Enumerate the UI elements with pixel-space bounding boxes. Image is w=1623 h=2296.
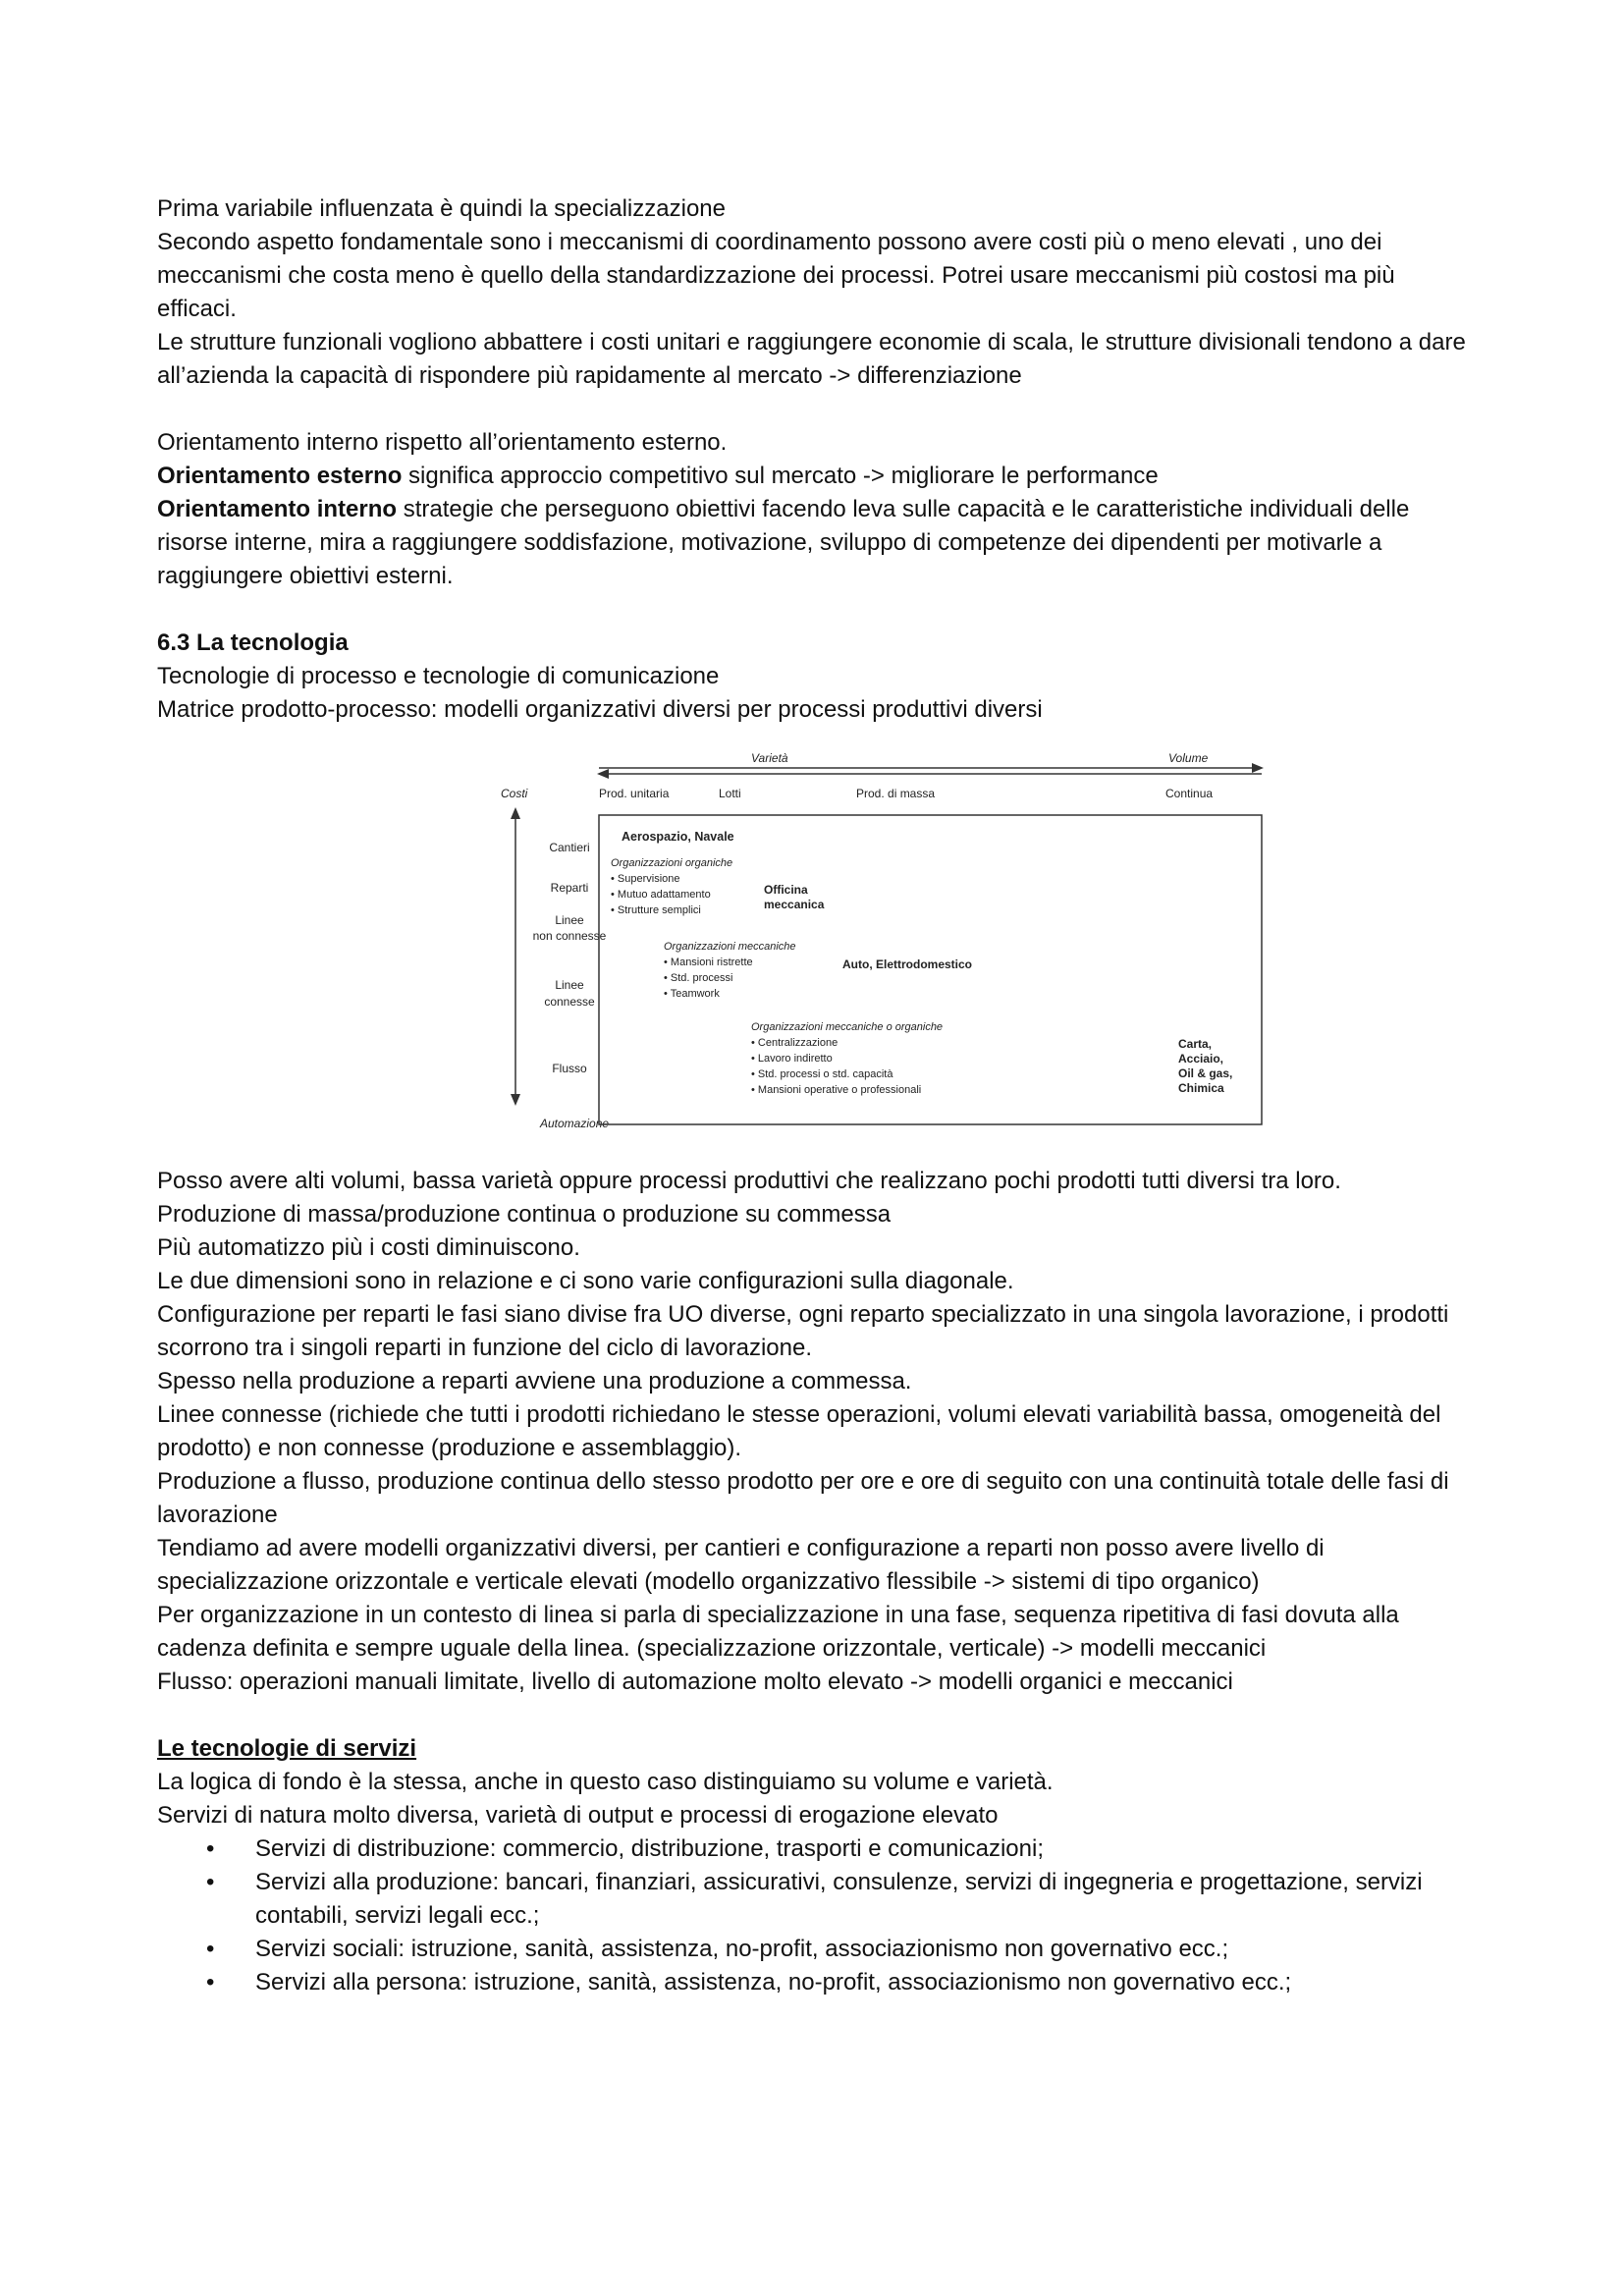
costs-label: Costi (501, 787, 528, 800)
left-arrowhead (597, 769, 609, 779)
section-heading: Le tecnologie di servizi (157, 1735, 417, 1762)
paragraph: Posso avere alti volumi, bassa varietà oppure processi produttivi che realizzano pochi prodotti tutti diversi tra loro. (157, 1168, 1341, 1194)
section-heading: 6.3 La tecnologia (157, 629, 349, 656)
auto-label: Auto, Elettrodomestico (842, 957, 973, 971)
definition-text: strategie che perseguono obiettivi facendo leva sulle capacità e le caratteristiche individuali delle risorse interne, mira a raggiungere soddisfazione, motivazione, sviluppo di competenze dei dipendenti per motivarle a raggiungere obiettivi esterni. (157, 496, 1410, 589)
industry-label: Oil & gas, (1178, 1066, 1233, 1080)
paragraph-internal (157, 493, 1473, 593)
column-label: Prod. di massa (856, 787, 936, 800)
row-label: Cantieri (549, 841, 590, 854)
volume-label: Volume (1168, 751, 1209, 765)
column-label: Prod. unitaria (599, 787, 670, 800)
paragraph: Spesso nella produzione a reparti avviene una produzione a commessa. (157, 1368, 912, 1394)
column-label: Lotti (719, 787, 741, 800)
industry-label: Chimica (1178, 1081, 1224, 1095)
automation-label: Automazione (540, 1117, 610, 1130)
product-process-matrix-figure (157, 735, 1473, 1157)
paragraph: Flusso: operazioni manuali limitate, livello di automazione molto elevato -> modelli organici e meccanici (157, 1668, 1233, 1695)
row-label: connesse (544, 995, 595, 1009)
variety-label: Varietà (751, 751, 788, 765)
matrix-diagram (491, 735, 1276, 1147)
row-label: Linee (555, 913, 584, 927)
document-page (157, 192, 1473, 1999)
paragraph: Servizi di natura molto diversa, varietà di output e processi di erogazione elevato (157, 1802, 999, 1829)
block-item: • Centralizzazione (751, 1037, 839, 1049)
paragraph-external (157, 460, 1473, 493)
block-item: • Std. processi o std. capacità (751, 1068, 893, 1080)
block-item: • Supervisione (611, 873, 680, 885)
row-label: Linee (555, 978, 584, 992)
row-label: Reparti (550, 881, 589, 895)
paragraph: Produzione di massa/produzione continua o produzione su commessa (157, 1201, 892, 1228)
block-title: Aerospazio, Navale (622, 830, 734, 844)
definition-text: significa approccio competitivo sul mercato -> migliorare le performance (402, 463, 1159, 489)
industry-label: Carta, (1178, 1037, 1213, 1051)
list-item: • Servizi alla produzione: bancari, finanziari, assicurativi, consulenze, servizi di ingegneria e progettazione, servizi contabili, servizi legali ecc.; (157, 1866, 1473, 1933)
officina-label: Officina (764, 883, 808, 897)
paragraph: Tecnologie di processo e tecnologie di comunicazione (157, 663, 720, 689)
block-item: • Mutuo adattamento (611, 889, 711, 901)
paragraph: La logica di fondo è la stessa, anche in questo caso distinguiamo su volume e varietà. (157, 1769, 1054, 1795)
column-label: Continua (1165, 787, 1214, 800)
paragraph: Le due dimensioni sono in relazione e ci sono varie configurazioni sulla diagonale. (157, 1268, 1014, 1294)
industry-label: Acciaio, (1178, 1052, 1224, 1066)
block-item: • Strutture semplici (611, 904, 701, 916)
block-item: • Std. processi (664, 972, 733, 984)
block-subtitle: Organizzazioni organiche (611, 857, 733, 869)
officina-label: meccanica (764, 898, 825, 911)
block-item: • Mansioni operative o professionali (751, 1084, 922, 1096)
list-item: • Servizi sociali: istruzione, sanità, assistenza, no-profit, associazionismo non governativo ecc.; (157, 1933, 1473, 1966)
bold-term: Orientamento interno (157, 496, 398, 522)
paragraph: Configurazione per reparti le fasi siano divise fra UO diverse, ogni reparto specializzato in una singola lavorazione, i prodotti scorrono tra i singoli reparti in funzione del ciclo di lavorazione. (157, 1301, 1449, 1361)
list-item: • Servizi di distribuzione: commercio, distribuzione, trasporti e comunicazioni; (157, 1832, 1473, 1866)
up-arrowhead (511, 807, 520, 819)
list-item: • Servizi alla persona: istruzione, sanità, assistenza, no-profit, associazionismo non governativo ecc.; (157, 1966, 1473, 1999)
row-label: non connesse (532, 929, 607, 943)
paragraph: Matrice prodotto-processo: modelli organizzativi diversi per processi produttivi diversi (157, 696, 1043, 723)
services-list (157, 1832, 1473, 1999)
paragraph: Le strutture funzionali vogliono abbattere i costi unitari e raggiungere economie di scala, le strutture divisionali tendono a dare all’azienda la capacità di rispondere più rapidamente al mercato -> differenziazione (157, 329, 1466, 389)
down-arrowhead (511, 1094, 520, 1106)
bold-term: Orientamento esterno (157, 463, 403, 489)
block-item: • Lavoro indiretto (751, 1053, 833, 1065)
block-item: • Teamwork (664, 988, 720, 1000)
paragraph: Prima variabile influenzata è quindi la specializzazione (157, 195, 726, 222)
row-label: Flusso (552, 1062, 587, 1075)
paragraph: Orientamento interno rispetto all’orientamento esterno. (157, 429, 728, 456)
block-subtitle: Organizzazioni meccaniche o organiche (751, 1021, 944, 1033)
paragraph: Per organizzazione in un contesto di linea si parla di specializzazione in una fase, sequenza ripetitiva di fasi dovuta alla cadenza definita e sempre uguale della linea. (specializzazione orizzontale, verticale) -> modelli meccanici (157, 1602, 1399, 1662)
paragraph: Più automatizzo più i costi diminuiscono. (157, 1234, 580, 1261)
paragraph: Produzione a flusso, produzione continua dello stesso prodotto per ore e ore di seguito con una continuità totale delle fasi di lavorazione (157, 1468, 1449, 1528)
block-item: • Mansioni ristrette (664, 957, 753, 968)
block-subtitle: Organizzazioni meccaniche (664, 941, 796, 953)
paragraph: Secondo aspetto fondamentale sono i meccanismi di coordinamento possono avere costi più o meno elevati , uno dei meccanismi che costa meno è quello della standardizzazione dei processi. Potrei usare meccanismi più costosi ma più efficaci. (157, 229, 1395, 322)
paragraph: Tendiamo ad avere modelli organizzativi diversi, per cantieri e configurazione a reparti non posso avere livello di specializzazione orizzontale e verticale elevati (modello organizzativo flessibile -> sistemi di tipo organico) (157, 1535, 1325, 1595)
paragraph: Linee connesse (richiede che tutti i prodotti richiedano le stesse operazioni, volumi elevati variabilità bassa, omogeneità del prodotto) e non connesse (produzione e assemblaggio). (157, 1401, 1441, 1461)
